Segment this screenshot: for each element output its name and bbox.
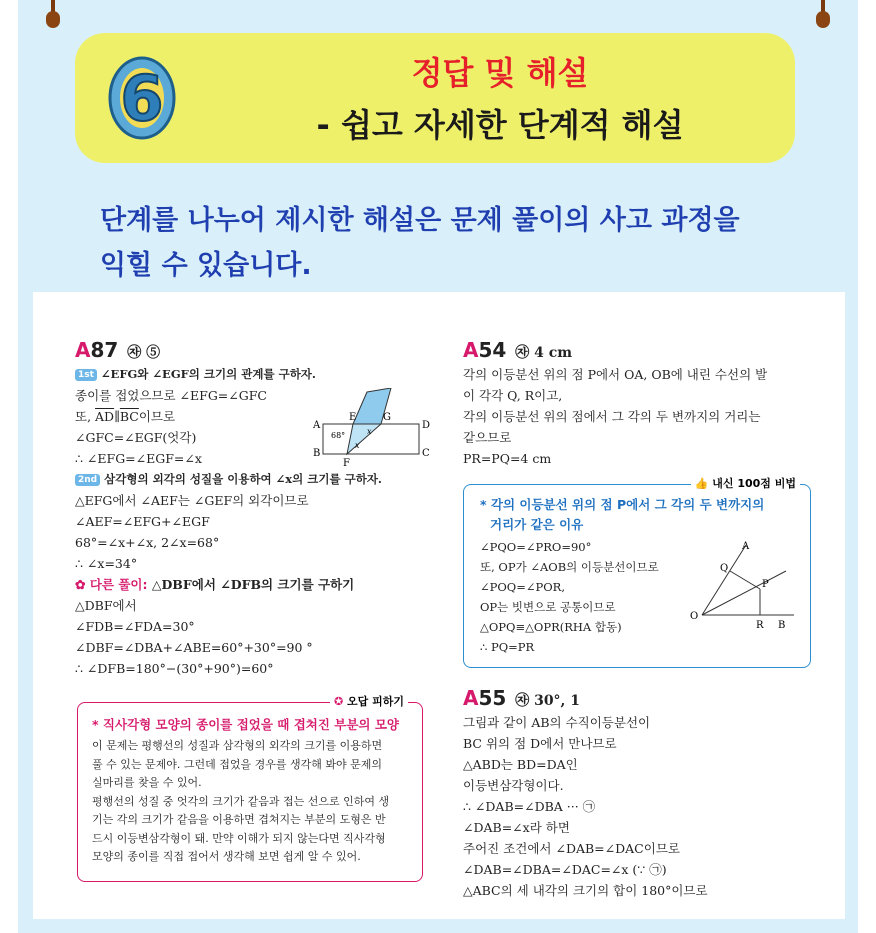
solution-line: ∠DBF=∠DBA+∠ABE=60°+30°=90 ° — [75, 640, 313, 655]
exam-tip-body: ∠PQO=∠PRO=90° 또, OP가 ∠AOB의 이등분선이므로 ∠POQ=∠POR, OP는 빗변으로 공통이므로 △OPQ≡△OPR(RHA 합동) ∴ PQ=PR — [480, 540, 659, 654]
step-1: 1st ∠EFG와 ∠EGF의 크기의 관계를 구하자. — [75, 364, 435, 385]
hanging-hook-left — [46, 0, 60, 30]
figure-label-a: A — [313, 420, 321, 431]
headline-line-2: 익힐 수 있습니다. — [100, 250, 312, 281]
right-column-lower — [463, 684, 823, 901]
solution-line: △EFG에서 ∠AEF는 ∠GEF의 외각이므로 — [75, 493, 309, 508]
solution-line: ∴ ∠DFB=180°−(30°+90°)=60° — [75, 661, 274, 676]
solution-line: ∠FDB=∠FDA=30° — [75, 619, 195, 634]
solution-line: ∠GFC=∠EGF(엇각) — [75, 430, 197, 445]
figure-label-c: C — [422, 448, 430, 459]
solution-line: ∴ ∠EFG=∠EGF=∠x — [75, 451, 202, 466]
solution-line: 이등변삼각형이다. — [463, 778, 564, 793]
solution-line: 68°=∠x+∠x, 2∠x=68° — [75, 535, 220, 550]
mistake-avoidance-box — [77, 695, 423, 882]
figure-label-b: B — [313, 448, 321, 459]
solution-line: 각의 이등분선 위의 점 P에서 OA, OB에 내린 수선의 발 — [463, 367, 768, 382]
figure-angle-x-top: x — [367, 427, 372, 436]
solution-line: ∠DAB=∠DBA=∠DAC=∠x (∵ ㉠) — [463, 862, 667, 877]
step-2-tag: 2nd — [75, 474, 100, 486]
solution-line: ∠AEF=∠EFG+∠EGF — [75, 514, 210, 529]
alt-solution-icon: ✿ — [75, 577, 86, 592]
exam-tip-box — [463, 477, 811, 668]
answer-a54-heading: A54 ㉶ 4 cm — [463, 338, 573, 362]
right-column — [463, 336, 823, 469]
solution-line: BC 위의 점 D에서 만나므로 — [463, 736, 617, 751]
warning-icon: ✪ — [333, 695, 344, 708]
figure-angle-x-bottom: x — [355, 441, 360, 450]
step-1-tag: 1st — [75, 369, 97, 381]
figure-label-g: G — [383, 412, 391, 423]
exam-tip-title: * 각의 이등분선 위의 점 P에서 그 각의 두 변까지의 거리가 같은 이유 — [480, 497, 765, 532]
solution-line: ∴ ∠x=34° — [75, 556, 138, 571]
headline-line-1: 단계를 나누어 제시한 해설은 문제 풀이의 사고 과정을 — [100, 205, 740, 236]
answer-a55-heading: A55 ㉶ 30°, 1 — [463, 686, 581, 710]
solution-line: 각의 이등분선 위의 점에서 그 각의 두 변까지의 거리는 — [463, 409, 761, 424]
hanging-hook-right — [816, 0, 830, 30]
figure-label-p: P — [762, 579, 769, 590]
figure-label-a: A — [742, 541, 750, 552]
solution-line: PR=PQ=4 cm — [463, 451, 552, 466]
solution-line: 주어진 조건에서 ∠DAB=∠DAC이므로 — [463, 841, 680, 856]
solution-line: 종이를 접었으므로 ∠EFG=∠GFC — [75, 388, 267, 403]
solution-line: △ABD는 BD=DA인 — [463, 757, 578, 772]
folded-rectangle-figure — [301, 388, 431, 468]
solution-line: △DBF에서 — [75, 598, 137, 613]
figure-label-d: D — [422, 420, 431, 431]
figure-label-b: B — [778, 620, 786, 631]
alternative-solution-heading: ✿ 다른 풀이: △DBF에서 ∠DFB의 크기를 구하기 — [75, 577, 355, 592]
exam-tip-tag: 👍 내신 100점 비법 — [691, 475, 800, 491]
banner-title: 정답 및 해설 — [411, 54, 589, 92]
mistake-avoidance-tag: ✪ 오답 피하기 — [330, 693, 408, 709]
figure-label-f: F — [343, 458, 350, 468]
figure-angle-68: 68° — [331, 431, 346, 440]
angle-bisector-figure — [690, 541, 800, 631]
solution-line: ∠DAB=∠x라 하면 — [463, 820, 570, 835]
badge-number: 6 — [120, 62, 164, 135]
step-2: 2nd 삼각형의 외각의 성질을 이용하여 ∠x의 크기를 구하자. — [75, 469, 435, 490]
mistake-avoidance-title: * 직사각형 모양의 종이를 접었을 때 겹쳐진 부분의 모양 — [92, 717, 400, 732]
solution-line: 이 각각 Q, R이고, — [463, 388, 563, 403]
headline — [100, 198, 820, 288]
figure-label-q: Q — [720, 563, 729, 574]
figure-label-o: O — [690, 611, 699, 622]
mistake-avoidance-body: 이 문제는 평행선의 성질과 삼각형의 외각의 크기를 이용하면 풀 수 있는 문제야. 그런데 접었을 경우를 생각해 봐야 문제의 실마리를 찾을 수 있어. 평행선의 성질 중 엇각의 크기가 같음과 접는 선으로 인하여 생 기는 각의 크기가 같음을 이용하면 겹쳐지는 부분의 도형은 반 드시 이등변삼각형이 돼. 만약 이해가 되지 않는다면 직사각형 모양의 종이를 직접 접어서 생각해 보면 쉽게 알 수 있어. — [92, 739, 390, 863]
answer-a87-heading: A87 ㉶ ⑤ — [75, 338, 161, 362]
solution-line: 또, $\overline{AD}\parallel\overline{BC}$이므로 — [75, 409, 176, 424]
solution-line: 그림과 같이 AB의 수직이등분선이 — [463, 715, 651, 730]
answer-sheet — [33, 292, 845, 919]
solution-line: ∴ ∠DAB=∠DBA ··· ㉠ — [463, 799, 596, 814]
figure-label-e: E — [349, 412, 357, 423]
banner-subtitle: - 쉽고 자세한 단계적 해설 — [316, 106, 684, 144]
solution-line: △ABC의 세 내각의 크기의 합이 180°이므로 — [463, 883, 708, 898]
thumbs-up-icon: 👍 — [694, 477, 709, 490]
number-six-badge-icon — [104, 50, 180, 142]
figure-label-r: R — [756, 620, 764, 631]
solution-line: 같으므로 — [463, 430, 512, 445]
